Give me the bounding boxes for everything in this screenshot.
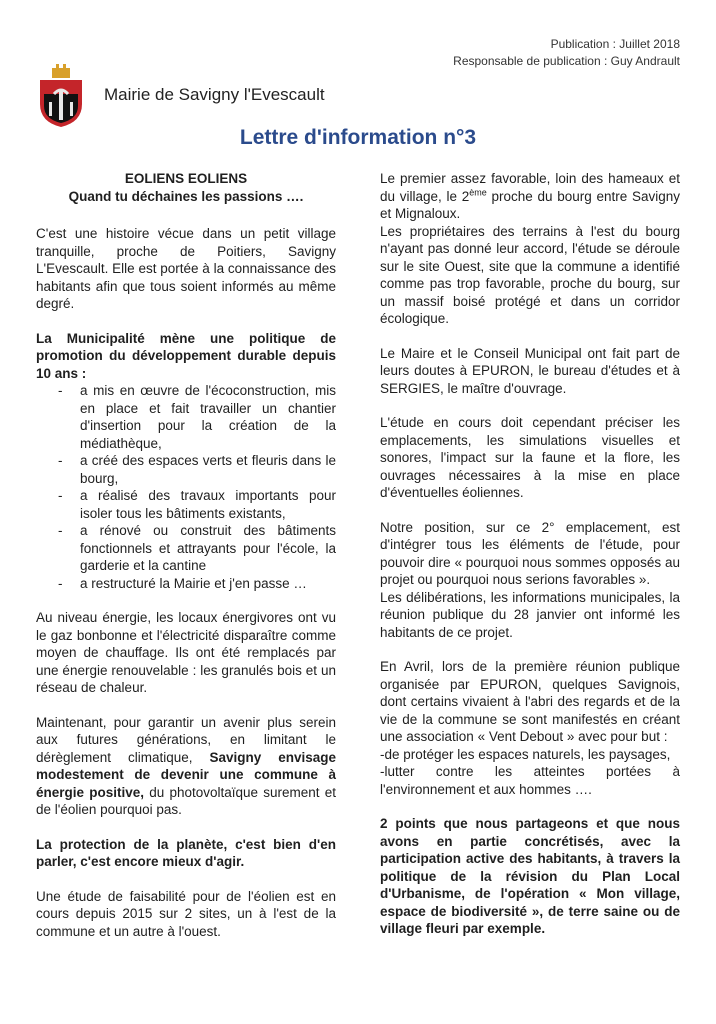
- protection-paragraph: [36, 836, 336, 871]
- publication-date: Publication : Juillet 2018: [550, 37, 680, 51]
- conclusion-paragraph: [380, 815, 680, 938]
- coat-of-arms-icon: [38, 64, 84, 128]
- protection-bold: La protection de la planète, c'est bien d'en parler, c'est encore mieux d'agir.: [36, 836, 336, 869]
- list-item: - a restructuré la Mairie et j'en passe …: [80, 575, 336, 593]
- heading-line-2: Quand tu déchaines les passions ….: [68, 188, 304, 204]
- publication-responsable: Responsable de publication : Guy Andrault: [453, 54, 680, 68]
- publication-meta: [453, 36, 680, 70]
- owners-paragraph: Les propriétaires des terrains à l'est du bourg n'ayant pas donné leur accord, l'étude se déroule sur le site Ouest, site que la commune a identifié comme pas trop favorable, proche du bourg, sur un massif boisé protégé et dans un corridor écologique.: [380, 223, 680, 326]
- study-details-paragraph: L'étude en cours doit cependant préciser les emplacements, les simulations visuelles et sonores, l'impact sur la faune et la flore, les ouvrages nécessaires à la mise en place d'éventuelles éoliennes.: [380, 415, 680, 500]
- right-column: [380, 170, 680, 955]
- conclusion-bold: 2 points que nous partageons et que nous avons en partie concrétisés, avec la participation active des habitants, à travers la politique de la révision du Plan Local d'Urbanisme, de l'opération « Mon village, espace de biodiversité », de terre saine ou de village fleuri par exemple.: [380, 816, 680, 936]
- page-title: Lettre d'information n°3: [239, 126, 477, 149]
- left-column: [36, 170, 336, 957]
- sites-text-a: Le premier assez favorable, loin des hameaux et du village, le 2: [380, 171, 680, 204]
- sites-text-b: proche du bourg entre Savigny et Mignaloux.: [380, 188, 680, 221]
- intro-paragraph: C'est une histoire vécue dans un petit village tranquille, proche de Poitiers, Savigny L'Evescault. Elle est portée à la connaissance des habitants afin que tous soient informés au même degré.: [36, 226, 336, 311]
- policy-paragraph: [36, 330, 336, 383]
- energy-paragraph: Au niveau énergie, les locaux énergivores ont vu le gaz bonbonne et l'électricité disparaître comme moyen de chauffage. Ils ont été remplacés par une énergie renouvelable : les granulés bois et un réseau de chaleur.: [36, 610, 336, 695]
- april-paragraph: En Avril, lors de la première réunion publique organisée par EPURON, quelques Savignois, dont certains vivaient à l'abri des regards et de la vie de la commune se sont manifestés en créant une association « Vent Debout » avec pour but :: [380, 659, 680, 744]
- sites-paragraph: [380, 170, 680, 223]
- mairie-name: Mairie de Savigny l'Evescault: [104, 85, 325, 104]
- article-heading: [36, 170, 336, 205]
- study-paragraph: Une étude de faisabilité pour de l'éolien est en cours depuis 2015 sur 2 sites, un à l'est de la commune et un autre à l'ouest.: [36, 888, 336, 939]
- future-text-a: Maintenant, pour garantir un avenir plus serein aux futures générations, en limitant le dérèglement climatique,: [36, 714, 336, 765]
- future-bold: Savigny envisage modestement de devenir une commune à énergie positive,: [36, 749, 336, 800]
- list-item: - a réalisé des travaux importants pour isoler tous les bâtiments existants,: [80, 487, 336, 522]
- sites-sup: ème: [469, 187, 487, 197]
- deliberations-paragraph: Les délibérations, les informations municipales, la réunion publique du 28 janvier ont informé les habitants de ce projet.: [380, 589, 680, 640]
- list-item: - a mis en œuvre de l'écoconstruction, mis en place et fait travailler un chantier d'insertion pour la création de la médiathèque,: [80, 382, 336, 452]
- position-paragraph: Notre position, sur ce 2° emplacement, est d'intégrer tous les éléments de l'étude, pour pouvoir dire « pourquoi nous sommes opposés au projet ou pourquoi nous serions favorables ».: [380, 519, 680, 587]
- future-paragraph: [36, 714, 336, 819]
- list-item: - a créé des espaces verts et fleuris dans le bourg,: [80, 452, 336, 487]
- actions-list: [36, 382, 336, 592]
- future-text-c: du photovoltaïque surement et de l'éolien pourquoi pas.: [36, 784, 336, 817]
- goal-line-2: -lutter contre les atteintes portées à l'environnement et aux hommes ….: [380, 764, 680, 797]
- heading-line-1: EOLIENS EOLIENS: [124, 171, 248, 186]
- goal-line-1: -de protéger les espaces naturels, les paysages,: [380, 746, 671, 762]
- doubts-paragraph: Le Maire et le Conseil Municipal ont fait part de leurs doutes à EPURON, le bureau d'études et à SERGIES, le maître d'ouvrage.: [380, 345, 680, 396]
- list-item: - a rénové ou construit des bâtiments fonctionnels et attrayants pour l'école, la garderie et la cantine: [80, 522, 336, 575]
- policy-bold: La Municipalité mène une politique de promotion du développement durable depuis 10 ans :: [36, 330, 336, 381]
